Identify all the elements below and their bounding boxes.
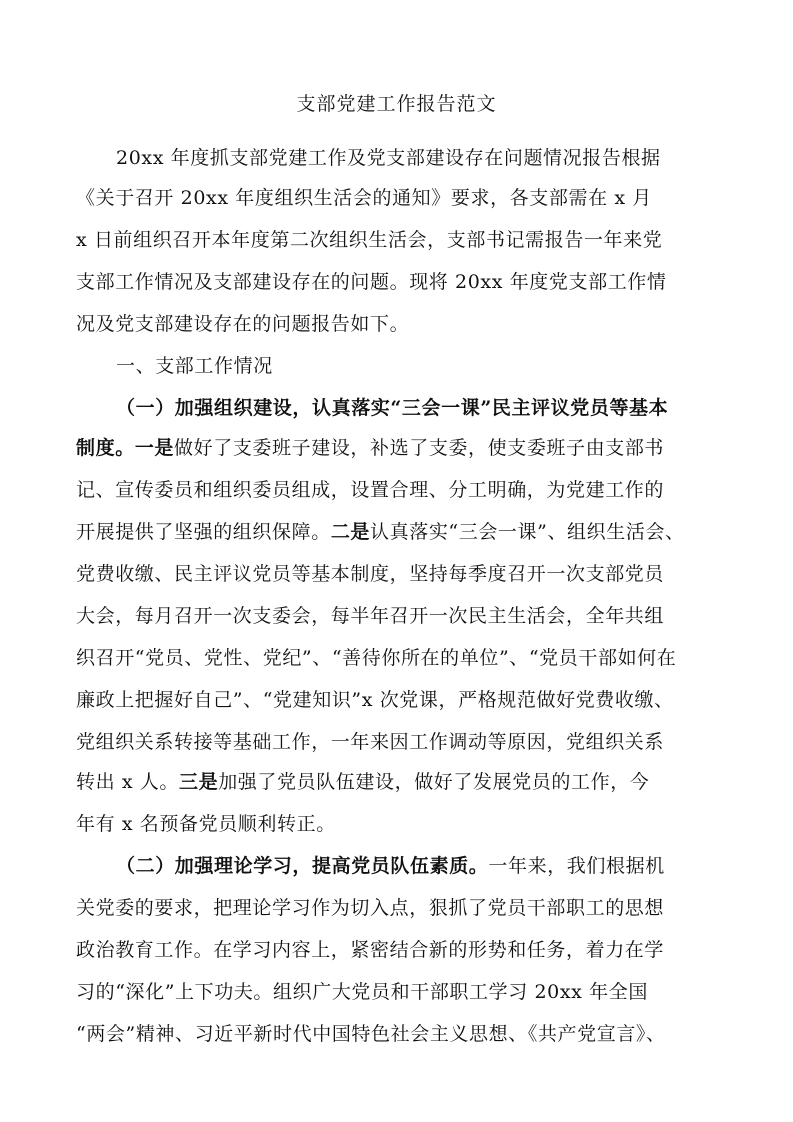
intro-line-3: x 日前组织召开本年度第二次组织生活会，支部书记需报告一年来党 <box>76 229 663 251</box>
paragraph-line: 记、宣传委员和组织委员组成，设置合理、分工明确，为党建工作的 <box>76 479 665 501</box>
document-title: 支部党建工作报告范文 <box>296 93 497 115</box>
paragraph-text: 转出 x 人。 <box>76 771 179 793</box>
paragraph-line: 政治教育工作。在学习内容上，紧密结合新的形势和任务，着力在学 <box>76 939 665 961</box>
subsection-2-heading: （二）加强理论学习，提高党员队伍素质。 <box>116 855 489 877</box>
intro-line-5: 况及党支部建设存在的问题报告如下。 <box>76 313 410 335</box>
point-three-label: 三是 <box>179 771 219 793</box>
paragraph-text: 认真落实“三会一课”、组织生活会、 <box>370 521 685 543</box>
paragraph-line <box>76 436 664 460</box>
paragraph-text: 一年来，我们根据机 <box>488 855 665 877</box>
intro-line-1: 20xx 年度抓支部党建工作及党支部建设存在问题情况报告根据 <box>116 147 661 169</box>
paragraph-line: 大会，每月召开一次支委会，每半年召开一次民主生活会，全年共组 <box>76 605 665 627</box>
paragraph-line <box>76 520 685 544</box>
paragraph-line <box>76 770 649 794</box>
paragraph-line <box>116 854 665 878</box>
paragraph-line: 党组织关系转接等基础工作，一年来因工作调动等原因，党组织关系 <box>76 731 665 753</box>
point-one-label: 一是 <box>134 437 175 459</box>
subsection-1-heading-end: 制度。 <box>76 437 135 459</box>
paragraph-line: 年有 x 名预备党员顺利转正。 <box>76 813 336 835</box>
paragraph-text: 开展提供了坚强的组织保障。 <box>76 521 331 543</box>
paragraph-line: 织召开“党员、党性、党纪”、“善待你所在的单位”、“党员干部如何在 <box>76 647 677 669</box>
paragraph-text: 做好了支委班子建设，补选了支委，使支委班子由支部书 <box>174 437 665 459</box>
paragraph-line: “两会”精神、习近平新时代中国特色社会主义思想、《共产党宣言》、 <box>76 1023 666 1045</box>
paragraph-line: 党费收缴、民主评议党员等基本制度，坚持每季度召开一次支部党员 <box>76 563 665 585</box>
subsection-1-heading: （一）加强组织建设，认真落实“三会一课”民主评议党员等基本 <box>116 397 669 419</box>
intro-line-2: 《关于召开 20xx 年度组织生活会的通知》要求，各支部需在 x 月 <box>76 187 652 209</box>
intro-line-4: 支部工作情况及支部建设存在的问题。现将 20xx 年度党支部工作情 <box>76 271 667 293</box>
paragraph-text: 加强了党员队伍建设，做好了发展党员的工作，今 <box>218 771 650 793</box>
paragraph-line: 廉政上把握好自己”、“党建知识”x 次党课，严格规范做好党费收缴、 <box>76 689 674 711</box>
paragraph-line: 习的“深化”上下功夫。组织广大党员和干部职工学习 20xx 年全国 <box>76 981 648 1003</box>
point-two-label: 二是 <box>330 521 371 543</box>
section-heading: 一、支部工作情况 <box>116 355 273 377</box>
paragraph-line: 关党委的要求，把理论学习作为切入点，狠抓了党员干部职工的思想 <box>76 897 665 919</box>
